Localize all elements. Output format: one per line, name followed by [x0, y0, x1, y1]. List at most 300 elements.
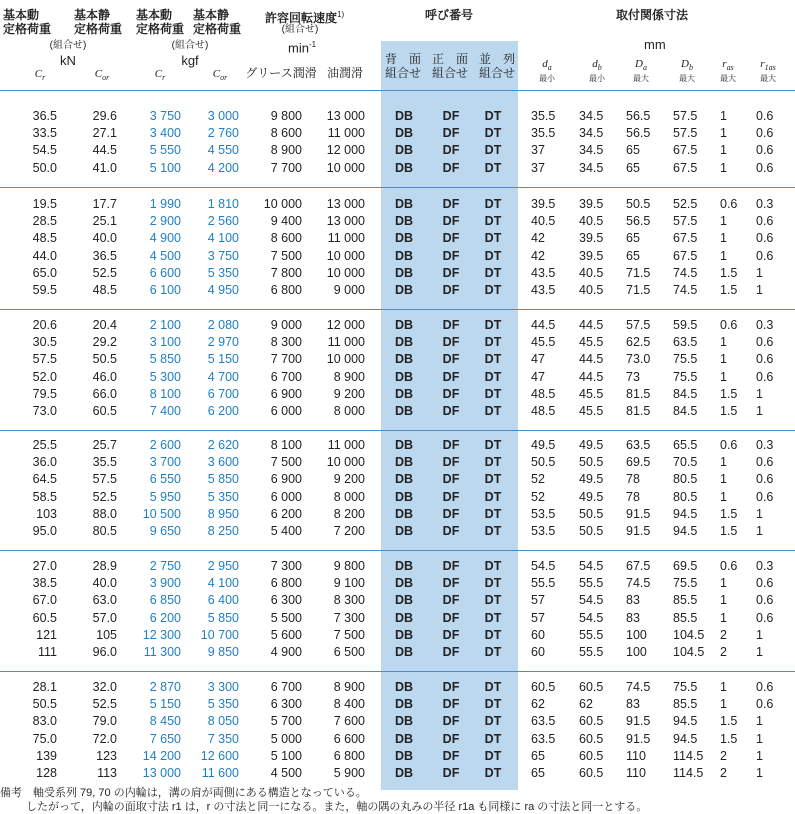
table-cell: 74.5	[673, 265, 698, 280]
table-cell: 6 800	[270, 283, 302, 297]
table-cell: 105	[96, 627, 117, 642]
table-cell: 75.5	[673, 352, 698, 367]
table-cell: 44.5	[531, 318, 556, 332]
table-cell: DT	[484, 386, 502, 401]
unit-kn: kN	[60, 53, 76, 68]
header-divider	[0, 90, 795, 91]
table-cell: 66.0	[92, 386, 117, 401]
table-cell: 3 750	[207, 248, 239, 263]
table-cell: 0.6	[756, 126, 774, 141]
max-ras: 最大	[720, 74, 736, 83]
table-cell: DB	[394, 248, 414, 263]
table-cell: 4 100	[207, 231, 239, 246]
table-cell: DF	[442, 489, 460, 504]
table-row	[0, 454, 795, 471]
table-cell: 78	[626, 472, 640, 487]
notes-label: 備考	[0, 787, 22, 799]
table-cell: 3 000	[207, 109, 239, 123]
table-cell: 1.5	[720, 386, 738, 401]
table-cell: DB	[394, 610, 414, 625]
table-cell: 63.5	[531, 714, 556, 729]
table-cell: 8 100	[149, 386, 181, 401]
table-cell: DF	[442, 283, 460, 297]
table-cell: 2 560	[207, 214, 239, 229]
table-row	[0, 765, 795, 782]
table-cell: DF	[442, 143, 460, 158]
table-cell: 35.5	[531, 109, 556, 123]
table-cell: DF	[442, 386, 460, 401]
table-cell: 2 100	[149, 318, 181, 332]
table-cell: DF	[442, 593, 460, 608]
table-cell: 65	[626, 231, 640, 246]
table-cell: 3 900	[149, 576, 181, 591]
speed-unit: $\min^{-1}$	[288, 40, 317, 56]
table-cell: 0.3	[756, 197, 774, 211]
table-cell: 2 900	[149, 214, 181, 229]
table-cell: 7 700	[270, 352, 302, 367]
row-group	[0, 108, 795, 188]
table-cell: 1	[720, 472, 727, 487]
table-cell: 1.5	[720, 506, 738, 521]
table-cell: DB	[394, 766, 414, 780]
table-row	[0, 748, 795, 765]
table-cell: 54.5	[32, 143, 57, 158]
table-cell: 0.6	[756, 214, 774, 229]
table-cell: 55.5	[579, 645, 604, 659]
table-cell: 111	[37, 645, 57, 659]
table-cell: 60	[531, 627, 545, 642]
table-cell: 5 150	[207, 352, 239, 367]
table-cell: DF	[442, 369, 460, 384]
table-cell: 9 400	[270, 214, 302, 229]
table-row	[0, 696, 795, 713]
table-cell: 1.5	[720, 404, 738, 418]
table-cell: 52.5	[673, 197, 698, 211]
table-cell: 52.0	[32, 369, 57, 384]
notes-line-2: したがって，内輪の面取寸法 r1 は，r の寸法と同一になる。また，軸の隅の丸みの半径 r1a も同様に ra の寸法と同一とする。	[26, 801, 648, 813]
table-cell: 50.0	[32, 160, 57, 175]
header-dynamic-load-kn: 基本動 定格荷重	[3, 8, 52, 36]
table-cell: DT	[484, 197, 502, 211]
table-cell: 62	[579, 697, 593, 712]
table-cell: 67.5	[673, 248, 698, 263]
symbol-Db: $D_b$	[681, 58, 693, 73]
table-cell: 37	[531, 160, 545, 175]
table-cell: 79.0	[92, 714, 117, 729]
table-cell: 5 600	[270, 627, 302, 642]
table-cell: 11 000	[327, 438, 365, 452]
table-cell: 4 900	[270, 645, 302, 659]
table-cell: 139	[36, 748, 57, 763]
table-row	[0, 403, 795, 420]
table-cell: DF	[442, 731, 460, 746]
table-cell: 6 100	[149, 283, 181, 297]
table-cell: 44.0	[32, 248, 57, 263]
table-cell: DT	[484, 645, 502, 659]
header-static-load-kn: 基本静 定格荷重	[74, 8, 123, 36]
table-cell: DB	[394, 265, 414, 280]
table-row	[0, 592, 795, 609]
table-cell: 53.5	[531, 524, 556, 538]
table-row	[0, 317, 795, 334]
table-cell: DF	[442, 214, 460, 229]
table-cell: 4 550	[207, 143, 239, 158]
table-cell: 49.5	[531, 438, 556, 452]
table-row	[0, 160, 795, 177]
table-cell: 1	[756, 386, 763, 401]
table-cell: 1	[720, 231, 727, 246]
table-cell: 1	[720, 455, 727, 470]
table-cell: 9 650	[149, 524, 181, 538]
notes	[0, 786, 795, 814]
table-cell: 71.5	[626, 265, 651, 280]
min-db: 最小	[589, 74, 605, 83]
table-cell: 94.5	[673, 714, 698, 729]
table-cell: 0.6	[720, 318, 738, 332]
table-cell: DB	[394, 126, 414, 141]
table-cell: 50.5	[92, 352, 117, 367]
table-cell: 60.5	[579, 766, 604, 780]
table-cell: 1.5	[720, 731, 738, 746]
table-cell: 28.1	[32, 680, 57, 694]
table-cell: 6 700	[207, 386, 239, 401]
table-cell: 33.5	[32, 126, 57, 141]
table-cell: DT	[484, 404, 502, 418]
table-cell: 39.5	[579, 231, 604, 246]
table-cell: 44.5	[579, 352, 604, 367]
table-cell: 13 000	[326, 109, 365, 123]
table-cell: 6 300	[270, 593, 302, 608]
table-cell: 1	[756, 283, 763, 297]
table-cell: 34.5	[579, 143, 604, 158]
table-cell: DB	[394, 283, 414, 297]
table-cell: 65.0	[32, 265, 57, 280]
table-cell: DT	[484, 352, 502, 367]
table-cell: DT	[484, 283, 502, 297]
table-cell: 57	[531, 610, 545, 625]
table-cell: 0.6	[720, 559, 738, 573]
table-cell: 11 300	[143, 645, 181, 659]
symbol-cr-kn: $C_r$	[34, 68, 46, 83]
table-cell: DT	[484, 472, 502, 487]
table-cell: DF	[442, 404, 460, 418]
table-cell: 10 000	[326, 265, 365, 280]
table-cell: 35.5	[531, 126, 556, 141]
table-cell: 7 650	[149, 731, 181, 746]
table-cell: 48.5	[32, 231, 57, 246]
table-cell: 128	[36, 766, 57, 780]
combo-label-speed: (組合せ)	[281, 24, 319, 35]
table-cell: 36.0	[32, 455, 57, 470]
table-cell: 0.6	[756, 680, 774, 694]
table-cell: 5 100	[270, 748, 302, 763]
table-cell: 3 100	[149, 335, 181, 350]
table-cell: 2 970	[207, 335, 239, 350]
table-cell: 7 500	[270, 248, 302, 263]
table-cell: DT	[484, 559, 502, 573]
table-cell: DT	[484, 109, 502, 123]
table-cell: 114.5	[673, 766, 704, 780]
table-cell: 2 950	[207, 559, 239, 573]
unit-mm: mm	[644, 37, 666, 52]
table-cell: 54.5	[579, 559, 604, 573]
table-cell: DF	[442, 265, 460, 280]
table-cell: 55.5	[579, 576, 604, 591]
table-cell: DF	[442, 627, 460, 642]
table-cell: 50.5	[579, 506, 604, 521]
table-cell: DB	[394, 627, 414, 642]
table-cell: 47	[531, 369, 545, 384]
table-cell: 19.5	[32, 197, 57, 211]
table-cell: 10 500	[142, 506, 181, 521]
table-cell: DF	[442, 126, 460, 141]
table-cell: 14 200	[142, 748, 181, 763]
table-cell: 45.5	[531, 335, 556, 350]
table-row	[0, 351, 795, 368]
table-cell: 43.5	[531, 283, 556, 297]
table-cell: 57.5	[92, 472, 117, 487]
table-cell: 0.6	[756, 593, 774, 608]
table-cell: 7 500	[333, 627, 365, 642]
table-cell: 1.5	[720, 283, 738, 297]
table-cell: 56.5	[626, 109, 651, 123]
table-cell: DT	[484, 697, 502, 712]
table-cell: 34.5	[579, 160, 604, 175]
table-cell: 100	[626, 645, 647, 659]
table-cell: 83.0	[32, 714, 57, 729]
table-cell: 8 200	[333, 506, 365, 521]
table-cell: 6 600	[149, 265, 181, 280]
table-cell: DT	[484, 248, 502, 263]
table-cell: 13 000	[326, 197, 365, 211]
table-cell: 59.5	[32, 283, 57, 297]
table-cell: 1	[720, 352, 727, 367]
table-cell: 7 400	[149, 404, 181, 418]
table-cell: DB	[394, 352, 414, 367]
table-cell: 6 600	[333, 731, 365, 746]
table-cell: 41.0	[92, 160, 117, 175]
header-designation: 呼び番号	[424, 8, 474, 22]
table-cell: 7 600	[333, 714, 365, 729]
table-cell: 80.5	[92, 524, 117, 538]
table-cell: 8 600	[270, 231, 302, 246]
table-cell: 6 400	[207, 593, 239, 608]
table-cell: 10 000	[326, 248, 365, 263]
table-cell: 43.5	[531, 265, 556, 280]
header-oil: 油潤滑	[326, 66, 364, 80]
table-cell: DT	[484, 455, 502, 470]
table-cell: 8 250	[207, 524, 239, 538]
table-cell: 63.0	[92, 593, 117, 608]
table-cell: 27.1	[92, 126, 117, 141]
table-cell: 91.5	[626, 731, 651, 746]
table-cell: 1	[720, 160, 727, 175]
table-cell: 11 000	[327, 126, 365, 141]
table-cell: 40.5	[531, 214, 556, 229]
table-cell: 1	[756, 766, 763, 780]
table-cell: DT	[484, 610, 502, 625]
table-cell: 7 200	[333, 524, 365, 538]
table-cell: 0.6	[756, 352, 774, 367]
table-cell: 8 400	[333, 697, 365, 712]
table-row	[0, 523, 795, 540]
table-cell: 1	[756, 404, 763, 418]
table-cell: 3 750	[149, 109, 181, 123]
table-cell: 67.5	[673, 231, 698, 246]
table-cell: 80.5	[673, 472, 698, 487]
table-cell: 104.5	[673, 645, 705, 659]
table-cell: 2 620	[207, 438, 239, 452]
table-cell: 75.5	[673, 576, 698, 591]
table-cell: 5 000	[270, 731, 302, 746]
table-cell: 36.5	[92, 248, 117, 263]
table-cell: 2 870	[149, 680, 181, 694]
table-cell: 0.6	[756, 160, 774, 175]
table-cell: DB	[394, 109, 414, 123]
table-cell: 44.5	[579, 318, 604, 332]
table-cell: 49.5	[579, 438, 604, 452]
table-cell: 20.4	[92, 318, 117, 332]
table-cell: 6 500	[333, 645, 365, 659]
table-cell: 60.5	[32, 610, 57, 625]
table-cell: 50.5	[579, 455, 604, 470]
table-cell: DT	[484, 489, 502, 504]
table-cell: 0.6	[756, 610, 774, 625]
notes-line-1	[0, 786, 795, 800]
table-cell: DB	[394, 160, 414, 175]
table-cell: DT	[484, 335, 502, 350]
table-cell: DB	[394, 438, 414, 452]
table-cell: 9 000	[333, 283, 365, 297]
table-cell: DT	[484, 214, 502, 229]
table-cell: DF	[442, 160, 460, 175]
table-cell: 5 350	[207, 697, 239, 712]
table-cell: 60.5	[579, 680, 604, 694]
table-cell: 1.5	[720, 524, 738, 538]
table-cell: 28.9	[92, 559, 117, 573]
table-cell: DF	[442, 680, 460, 694]
table-cell: 27.0	[32, 559, 57, 573]
table-row	[0, 108, 795, 125]
table-cell: 0.6	[756, 576, 774, 591]
table-cell: DB	[394, 455, 414, 470]
table-cell: 0.6	[756, 248, 774, 263]
table-cell: 45.5	[579, 335, 604, 350]
table-cell: 7 300	[333, 610, 365, 625]
table-cell: 2	[720, 645, 727, 659]
table-cell: DF	[442, 438, 460, 452]
table-cell: 50.5	[531, 455, 556, 470]
table-cell: 5 700	[270, 714, 302, 729]
table-cell: DB	[394, 645, 414, 659]
table-cell: 5 850	[207, 472, 239, 487]
table-cell: DF	[442, 335, 460, 350]
table-cell: 6 000	[270, 489, 302, 504]
table-cell: 83	[626, 593, 640, 608]
table-row	[0, 196, 795, 213]
table-cell: 2	[720, 748, 727, 763]
table-cell: 1.5	[720, 714, 738, 729]
table-cell: 44.5	[579, 369, 604, 384]
table-cell: DF	[442, 248, 460, 263]
table-cell: DF	[442, 318, 460, 332]
table-cell: 9 200	[333, 472, 365, 487]
table-cell: DF	[442, 109, 460, 123]
combo-label-kn: (組合せ)	[49, 40, 87, 51]
table-cell: 30.5	[32, 335, 57, 350]
table-cell: 57.5	[673, 109, 698, 123]
table-cell: 65.5	[673, 438, 698, 452]
table-cell: DF	[442, 231, 460, 246]
table-cell: DF	[442, 352, 460, 367]
table-cell: 1	[720, 109, 727, 123]
table-row	[0, 731, 795, 748]
table-cell: 4 100	[207, 576, 239, 591]
table-row	[0, 369, 795, 386]
table-cell: 83	[626, 610, 640, 625]
table-cell: 1 990	[149, 197, 181, 211]
table-cell: 74.5	[626, 680, 651, 694]
table-cell: 4 950	[207, 283, 239, 297]
table-cell: 3 700	[149, 455, 181, 470]
table-cell: 34.5	[579, 109, 604, 123]
min-da: 最小	[539, 74, 555, 83]
symbol-ras: $r_{as}$	[722, 58, 734, 73]
group-divider	[0, 309, 795, 310]
table-cell: DT	[484, 714, 502, 729]
table-cell: 5 900	[333, 766, 365, 780]
table-cell: 7 800	[270, 265, 302, 280]
table-cell: 52	[531, 489, 545, 504]
table-cell: 6 800	[333, 748, 365, 763]
table-cell: DT	[484, 576, 502, 591]
table-cell: 48.5	[92, 283, 117, 297]
table-cell: 3 600	[207, 455, 239, 470]
table-cell: 42	[531, 248, 545, 263]
table-cell: 94.5	[673, 731, 698, 746]
table-cell: 40.0	[92, 231, 117, 246]
table-cell: DB	[394, 386, 414, 401]
row-group	[0, 196, 795, 310]
table-cell: 113	[97, 766, 117, 780]
table-row	[0, 386, 795, 403]
table-cell: 1	[720, 126, 727, 141]
table-row	[0, 125, 795, 142]
symbol-r1as: $r_{1as}$	[760, 58, 776, 73]
table-cell: 1.5	[720, 265, 738, 280]
table-cell: DB	[394, 524, 414, 538]
table-cell: DT	[484, 680, 502, 694]
table-cell: 4 900	[149, 231, 181, 246]
table-cell: 50.5	[579, 524, 604, 538]
table-cell: 5 850	[207, 610, 239, 625]
table-cell: DT	[484, 524, 502, 538]
table-cell: 1	[756, 506, 763, 521]
row-group	[0, 317, 795, 431]
table-cell: 65	[626, 143, 640, 158]
table-cell: 40.5	[579, 214, 604, 229]
speed-title: 許容回転速度$^{1)}$	[265, 10, 345, 25]
table-cell: 53.5	[531, 506, 556, 521]
table-cell: 55.5	[531, 576, 556, 591]
table-cell: 2 600	[149, 438, 181, 452]
table-cell: DF	[442, 524, 460, 538]
table-cell: 40.0	[92, 576, 117, 591]
table-cell: 25.5	[32, 438, 57, 452]
table-row	[0, 471, 795, 488]
table-cell: 8 000	[333, 404, 365, 418]
header-tandem: 並 列 組合せ	[478, 52, 516, 80]
